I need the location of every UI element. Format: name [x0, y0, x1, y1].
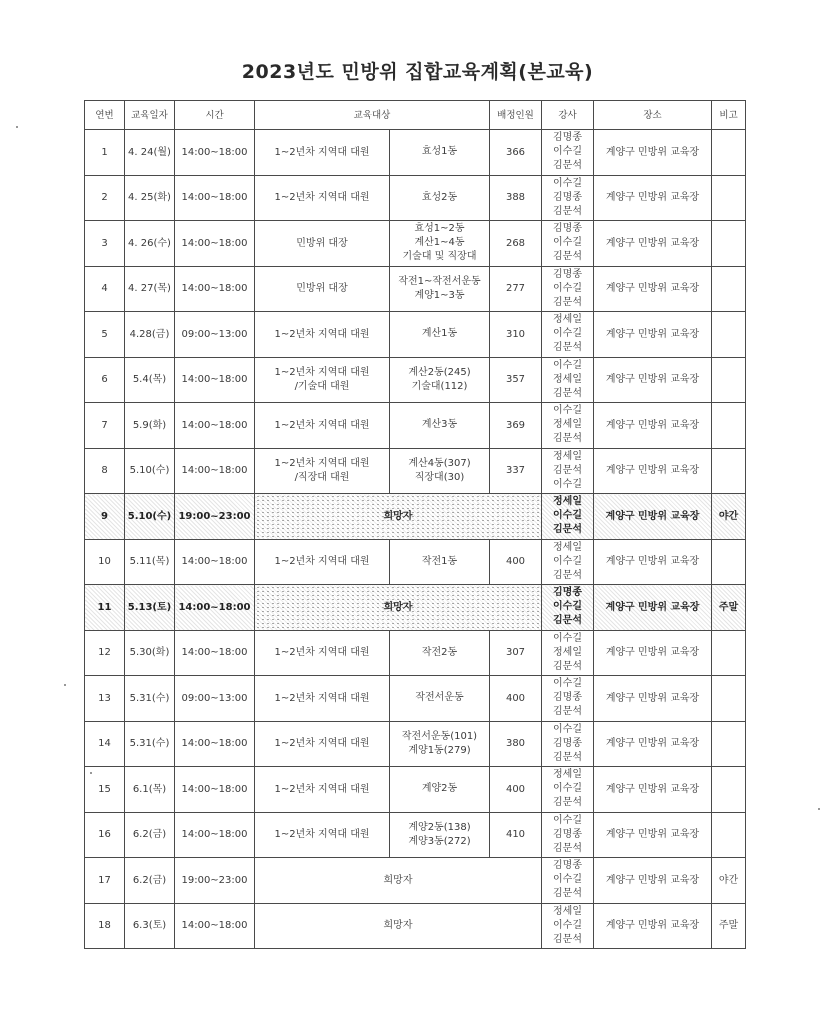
row-note: 주말 — [712, 903, 746, 949]
row-no: 7 — [85, 403, 125, 449]
row-area-line: 효성1~2동 — [414, 223, 465, 235]
row-area — [390, 767, 490, 813]
header-date: 교육일자 — [125, 101, 175, 130]
row-target: 1~2년차 지역대 대원 — [255, 630, 390, 676]
row-count: 369 — [490, 403, 542, 449]
row-time: 09:00~13:00 — [175, 676, 255, 722]
row-count: 310 — [490, 312, 542, 358]
row-date: 6.1(목) — [125, 767, 175, 813]
row-instructor-name: 김문석 — [553, 933, 582, 945]
row-no: 15 — [85, 767, 125, 813]
row-no: 5 — [85, 312, 125, 358]
row-area — [390, 403, 490, 449]
row-note: 야간 — [712, 494, 746, 540]
row-place: 계양구 민방위 교육장 — [594, 676, 712, 722]
row-time: 14:00~18:00 — [175, 903, 255, 949]
row-area-line: 작전2동 — [421, 646, 458, 658]
row-instructors — [542, 403, 594, 449]
row-area — [390, 175, 490, 221]
row-instructor-name: 정세일 — [553, 496, 582, 508]
row-no: 13 — [85, 676, 125, 722]
row-no: 9 — [85, 494, 125, 540]
row-place: 계양구 민방위 교육장 — [594, 312, 712, 358]
table-row — [85, 357, 746, 403]
row-date: 6.2(금) — [125, 812, 175, 858]
row-area — [390, 221, 490, 267]
row-date: 4. 27(목) — [125, 266, 175, 312]
scan-speck — [90, 772, 92, 774]
row-area-line: 작전서운동 — [415, 692, 464, 704]
row-area-line: 계산1~4동 — [414, 237, 465, 249]
row-instructor-name: 김문석 — [553, 387, 582, 399]
row-no: 1 — [85, 130, 125, 176]
row-target: 1~2년차 지역대 대원 — [255, 767, 390, 813]
row-date: 5.30(화) — [125, 630, 175, 676]
row-place: 계양구 민방위 교육장 — [594, 175, 712, 221]
row-target-text-line2: /직장대 대원 — [294, 471, 350, 483]
row-date: 5.4(목) — [125, 357, 175, 403]
row-instructor-name: 김문석 — [553, 888, 582, 900]
table-row — [85, 221, 746, 267]
row-area-line: 기술대 및 직장대 — [402, 251, 477, 263]
row-count: 337 — [490, 448, 542, 494]
row-target-text-line2: /기술대 대원 — [294, 380, 350, 392]
row-instructor-name: 이수길 — [553, 632, 582, 644]
row-instructor-name: 김명종 — [553, 223, 582, 235]
row-instructor-name: 이수길 — [553, 237, 582, 249]
row-instructor-name: 김명종 — [553, 737, 582, 749]
row-instructor-name: 이수길 — [553, 510, 582, 522]
row-count: 277 — [490, 266, 542, 312]
row-place: 계양구 민방위 교육장 — [594, 357, 712, 403]
row-time: 14:00~18:00 — [175, 175, 255, 221]
row-instructor-name: 김문석 — [553, 296, 582, 308]
row-area — [390, 448, 490, 494]
row-date: 4. 26(수) — [125, 221, 175, 267]
row-instructor-name: 이수길 — [553, 177, 582, 189]
row-no: 16 — [85, 812, 125, 858]
row-note — [712, 130, 746, 176]
row-instructor-name: 김문석 — [553, 433, 582, 445]
table-row — [85, 175, 746, 221]
row-count: 400 — [490, 676, 542, 722]
row-target: 1~2년차 지역대 대원 — [255, 539, 390, 585]
row-instructor-name: 이수길 — [553, 723, 582, 735]
row-count: 307 — [490, 630, 542, 676]
row-no: 8 — [85, 448, 125, 494]
row-instructor-name: 김명종 — [553, 132, 582, 144]
row-place: 계양구 민방위 교육장 — [594, 448, 712, 494]
row-instructor-name: 이수길 — [553, 783, 582, 795]
table-row — [85, 585, 746, 631]
row-time: 14:00~18:00 — [175, 721, 255, 767]
row-time: 14:00~18:00 — [175, 630, 255, 676]
row-area-line: 계양1~3동 — [414, 289, 465, 301]
row-no: 14 — [85, 721, 125, 767]
row-no: 2 — [85, 175, 125, 221]
row-area-line: 계산3동 — [421, 419, 458, 431]
row-area-line: 계산4동(307) — [408, 457, 471, 469]
row-area-line: 작전서운동(101) — [401, 730, 478, 742]
table-body — [85, 130, 746, 949]
row-instructors — [542, 858, 594, 904]
education-plan-table — [84, 100, 746, 949]
row-instructor-name: 김문석 — [553, 706, 582, 718]
row-date: 4.28(금) — [125, 312, 175, 358]
row-area — [390, 812, 490, 858]
row-note — [712, 448, 746, 494]
row-instructors — [542, 585, 594, 631]
row-time: 09:00~13:00 — [175, 312, 255, 358]
row-instructor-name: 김문석 — [553, 751, 582, 763]
row-no: 18 — [85, 903, 125, 949]
row-instructor-name: 이수길 — [553, 146, 582, 158]
row-no: 6 — [85, 357, 125, 403]
row-note — [712, 767, 746, 813]
row-instructors — [542, 721, 594, 767]
row-no: 11 — [85, 585, 125, 631]
row-instructor-name: 김명종 — [553, 587, 582, 599]
row-place: 계양구 민방위 교육장 — [594, 812, 712, 858]
row-count: 268 — [490, 221, 542, 267]
row-area — [390, 312, 490, 358]
row-instructor-name: 김문석 — [553, 160, 582, 172]
row-target: 1~2년차 지역대 대원 — [255, 721, 390, 767]
row-target: 1~2년차 지역대 대원 — [255, 312, 390, 358]
row-place: 계양구 민방위 교육장 — [594, 266, 712, 312]
row-instructor-name: 정세일 — [553, 314, 582, 326]
row-instructor-name: 김문석 — [553, 251, 582, 263]
table-row — [85, 721, 746, 767]
row-instructors — [542, 448, 594, 494]
row-count: 410 — [490, 812, 542, 858]
row-count: 380 — [490, 721, 542, 767]
row-target: 1~2년차 지역대 대원 — [255, 175, 390, 221]
header-instructor: 강사 — [542, 101, 594, 130]
row-instructor-name: 이수길 — [553, 478, 582, 490]
row-count: 388 — [490, 175, 542, 221]
row-target — [255, 357, 390, 403]
header-count: 배정인원 — [490, 101, 542, 130]
row-area — [390, 630, 490, 676]
row-place: 계양구 민방위 교육장 — [594, 585, 712, 631]
row-area-line: 계산1동 — [421, 328, 458, 340]
row-note — [712, 175, 746, 221]
row-no: 10 — [85, 539, 125, 585]
scan-speck — [818, 808, 820, 810]
row-no: 17 — [85, 858, 125, 904]
row-area — [390, 357, 490, 403]
row-date: 5.10(수) — [125, 494, 175, 540]
row-time: 14:00~18:00 — [175, 448, 255, 494]
header-place: 장소 — [594, 101, 712, 130]
header-time: 시간 — [175, 101, 255, 130]
header-target: 교육대상 — [255, 101, 490, 130]
row-instructor-name: 김문석 — [553, 524, 582, 536]
row-date: 5.13(토) — [125, 585, 175, 631]
row-time: 19:00~23:00 — [175, 858, 255, 904]
row-note — [712, 357, 746, 403]
row-instructor-name: 이수길 — [553, 282, 582, 294]
table-row — [85, 812, 746, 858]
row-date: 6.2(금) — [125, 858, 175, 904]
row-note — [712, 721, 746, 767]
row-area-line: 작전1~작전서운동 — [398, 275, 481, 287]
row-count: 366 — [490, 130, 542, 176]
row-area-line: 작전1동 — [421, 555, 458, 567]
table-row — [85, 312, 746, 358]
row-instructors — [542, 494, 594, 540]
table-row — [85, 903, 746, 949]
row-date: 4. 25(화) — [125, 175, 175, 221]
row-area-line: 직장대(30) — [414, 471, 465, 483]
row-area-line: 계양2동(138) — [408, 821, 471, 833]
row-instructors — [542, 676, 594, 722]
row-area-line: 효성2동 — [421, 191, 458, 203]
row-date: 5.9(화) — [125, 403, 175, 449]
row-instructor-name: 김명종 — [553, 692, 582, 704]
row-area — [390, 130, 490, 176]
row-target: 민방위 대장 — [255, 266, 390, 312]
row-target-text: 1~2년차 지역대 대원 — [274, 366, 370, 378]
row-instructor-name: 정세일 — [553, 905, 582, 917]
row-time: 14:00~18:00 — [175, 403, 255, 449]
row-target: 1~2년차 지역대 대원 — [255, 812, 390, 858]
row-area-line: 기술대(112) — [411, 380, 468, 392]
row-time: 14:00~18:00 — [175, 130, 255, 176]
row-target: 1~2년차 지역대 대원 — [255, 676, 390, 722]
row-place: 계양구 민방위 교육장 — [594, 767, 712, 813]
row-instructor-name: 김문석 — [553, 569, 582, 581]
table-row — [85, 494, 746, 540]
row-no: 3 — [85, 221, 125, 267]
row-note — [712, 266, 746, 312]
row-instructor-name: 김명종 — [553, 268, 582, 280]
row-note — [712, 539, 746, 585]
row-target: 1~2년차 지역대 대원 — [255, 403, 390, 449]
row-place: 계양구 민방위 교육장 — [594, 903, 712, 949]
row-instructor-name: 정세일 — [553, 419, 582, 431]
row-target-text: 1~2년차 지역대 대원 — [274, 457, 370, 469]
row-note — [712, 630, 746, 676]
row-no: 4 — [85, 266, 125, 312]
row-time: 14:00~18:00 — [175, 585, 255, 631]
row-instructor-name: 이수길 — [553, 555, 582, 567]
row-place: 계양구 민방위 교육장 — [594, 221, 712, 267]
row-instructor-name: 이수길 — [553, 814, 582, 826]
row-instructor-name: 정세일 — [553, 541, 582, 553]
row-area — [390, 676, 490, 722]
row-instructor-name: 이수길 — [553, 328, 582, 340]
table-row — [85, 539, 746, 585]
table-row — [85, 858, 746, 904]
table-row — [85, 448, 746, 494]
row-instructors — [542, 903, 594, 949]
row-date: 6.3(토) — [125, 903, 175, 949]
row-place: 계양구 민방위 교육장 — [594, 494, 712, 540]
row-date: 5.31(수) — [125, 676, 175, 722]
table-row — [85, 130, 746, 176]
row-area — [390, 721, 490, 767]
row-date: 5.10(수) — [125, 448, 175, 494]
header-note: 비고 — [712, 101, 746, 130]
row-note — [712, 312, 746, 358]
row-instructor-name: 정세일 — [553, 769, 582, 781]
row-instructors — [542, 539, 594, 585]
row-count: 357 — [490, 357, 542, 403]
row-target: 1~2년차 지역대 대원 — [255, 130, 390, 176]
row-instructors — [542, 175, 594, 221]
row-instructors — [542, 221, 594, 267]
row-date: 5.11(목) — [125, 539, 175, 585]
row-place: 계양구 민방위 교육장 — [594, 403, 712, 449]
row-instructors — [542, 812, 594, 858]
row-instructor-name: 김문석 — [553, 660, 582, 672]
row-target — [255, 448, 390, 494]
scan-speck — [16, 126, 18, 128]
row-date: 4. 24(월) — [125, 130, 175, 176]
row-note — [712, 812, 746, 858]
row-instructors — [542, 767, 594, 813]
row-target-merged: 희망자 — [255, 494, 542, 540]
row-instructor-name: 이수길 — [553, 919, 582, 931]
row-place: 계양구 민방위 교육장 — [594, 630, 712, 676]
row-instructors — [542, 130, 594, 176]
row-instructor-name: 정세일 — [553, 373, 582, 385]
row-instructor-name: 김문석 — [553, 842, 582, 854]
table-row — [85, 676, 746, 722]
row-count: 400 — [490, 767, 542, 813]
row-time: 14:00~18:00 — [175, 812, 255, 858]
table-header-row — [85, 101, 746, 130]
row-note: 주말 — [712, 585, 746, 631]
row-no: 12 — [85, 630, 125, 676]
row-instructor-name: 이수길 — [553, 601, 582, 613]
row-instructors — [542, 266, 594, 312]
row-target-merged: 희망자 — [255, 903, 542, 949]
row-area — [390, 266, 490, 312]
row-instructor-name: 김문석 — [553, 342, 582, 354]
table-row — [85, 767, 746, 813]
row-note — [712, 403, 746, 449]
table-row — [85, 266, 746, 312]
row-area-line: 계양3동(272) — [408, 835, 471, 847]
header-no: 연번 — [85, 101, 125, 130]
row-instructor-name: 김문석 — [553, 205, 582, 217]
row-instructors — [542, 630, 594, 676]
row-target-merged: 희망자 — [255, 858, 542, 904]
scan-speck — [64, 684, 66, 686]
row-instructor-name: 김명종 — [553, 860, 582, 872]
row-place: 계양구 민방위 교육장 — [594, 858, 712, 904]
row-place: 계양구 민방위 교육장 — [594, 130, 712, 176]
row-area-line: 계양1동(279) — [408, 744, 471, 756]
row-time: 14:00~18:00 — [175, 767, 255, 813]
row-instructor-name: 김문석 — [553, 615, 582, 627]
row-target-merged: 희망자 — [255, 585, 542, 631]
table-row — [85, 630, 746, 676]
row-instructor-name: 김문석 — [553, 464, 582, 476]
row-instructor-name: 이수길 — [553, 874, 582, 886]
row-instructor-name: 김명종 — [553, 828, 582, 840]
row-instructor-name: 이수길 — [553, 359, 582, 371]
row-place: 계양구 민방위 교육장 — [594, 721, 712, 767]
row-area — [390, 539, 490, 585]
row-instructor-name: 정세일 — [553, 450, 582, 462]
row-place: 계양구 민방위 교육장 — [594, 539, 712, 585]
row-instructor-name: 김명종 — [553, 191, 582, 203]
page-title: 2023년도 민방위 집합교육계획(본교육) — [241, 61, 594, 83]
row-instructor-name: 정세일 — [553, 646, 582, 658]
row-instructor-name: 이수길 — [553, 405, 582, 417]
row-note — [712, 221, 746, 267]
row-area-line: 계산2동(245) — [408, 366, 471, 378]
table-row — [85, 403, 746, 449]
row-instructors — [542, 357, 594, 403]
row-target: 민방위 대장 — [255, 221, 390, 267]
row-time: 14:00~18:00 — [175, 539, 255, 585]
row-date: 5.31(수) — [125, 721, 175, 767]
row-instructor-name: 이수길 — [553, 678, 582, 690]
row-time: 14:00~18:00 — [175, 357, 255, 403]
row-count: 400 — [490, 539, 542, 585]
row-time: 14:00~18:00 — [175, 221, 255, 267]
row-note — [712, 676, 746, 722]
row-instructors — [542, 312, 594, 358]
row-note: 야간 — [712, 858, 746, 904]
row-instructor-name: 김문석 — [553, 797, 582, 809]
row-time: 14:00~18:00 — [175, 266, 255, 312]
row-time: 19:00~23:00 — [175, 494, 255, 540]
row-area-line: 계양2동 — [421, 783, 458, 795]
row-area-line: 효성1동 — [421, 146, 458, 158]
